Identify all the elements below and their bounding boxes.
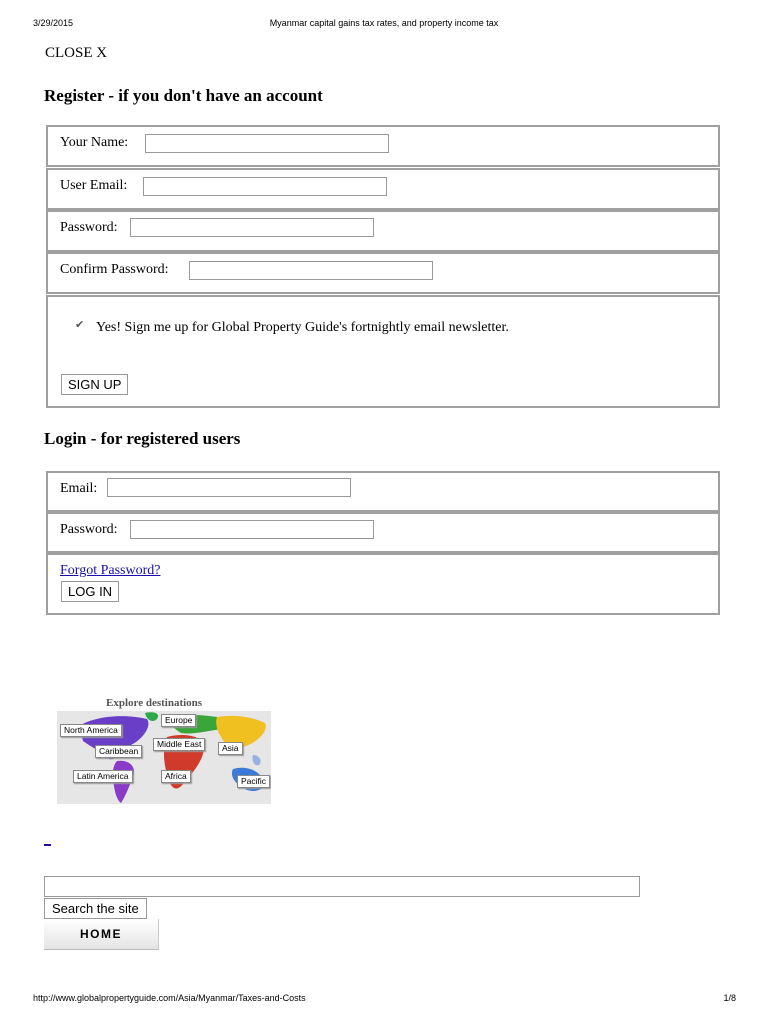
confirm-password-label: Confirm Password: (60, 262, 169, 277)
login-heading: Login - for registered users (44, 429, 241, 448)
user-email-input[interactable] (143, 177, 387, 196)
world-map[interactable] (57, 711, 271, 804)
close-button[interactable]: CLOSE X (45, 45, 108, 61)
name-input[interactable] (145, 134, 389, 153)
login-password-row (46, 512, 720, 553)
map-label-europe[interactable]: Europe (161, 714, 196, 727)
print-url: http://www.globalpropertyguide.com/Asia/Myanmar/Taxes-and-Costs (33, 993, 306, 1003)
password-label: Password: (60, 220, 118, 235)
user-email-label: User Email: (60, 178, 128, 193)
login-email-label: Email: (60, 481, 98, 496)
password-input[interactable] (130, 218, 374, 237)
login-email-row (46, 471, 720, 512)
map-label-caribbean[interactable]: Caribbean (95, 745, 142, 758)
home-nav-button[interactable]: HOME (44, 919, 159, 950)
log-in-button[interactable]: LOG IN (61, 581, 119, 602)
register-submit-row (46, 295, 720, 408)
login-password-label: Password: (60, 522, 118, 537)
newsletter-label: Yes! Sign me up for Global Property Guide's fortnightly email newsletter. (96, 320, 509, 335)
register-email-row (46, 168, 720, 210)
site-search-input[interactable] (44, 876, 640, 897)
map-label-asia[interactable]: Asia (218, 742, 243, 755)
map-label-pacific[interactable]: Pacific (237, 775, 270, 788)
register-password-row (46, 210, 720, 252)
login-email-input[interactable] (107, 478, 351, 497)
sign-up-button[interactable]: SIGN UP (61, 374, 128, 395)
register-heading: Register - if you don't have an account (44, 86, 323, 105)
register-name-row (46, 125, 720, 167)
explore-destinations-title: Explore destinations (106, 697, 203, 709)
newsletter-checkbox[interactable]: ✔ (75, 319, 85, 331)
search-site-button[interactable]: Search the site (44, 898, 147, 919)
map-label-north-america[interactable]: North America (60, 724, 122, 737)
name-label: Your Name: (60, 135, 129, 150)
map-label-middle-east[interactable]: Middle East (153, 738, 205, 751)
print-date: 3/29/2015 (33, 18, 74, 28)
confirm-password-input[interactable] (189, 261, 433, 280)
map-label-latin-america[interactable]: Latin America (73, 770, 133, 783)
forgot-password-link[interactable]: Forgot Password? (60, 563, 161, 578)
print-title: Myanmar capital gains tax rates, and property income tax (269, 18, 499, 28)
map-label-africa[interactable]: Africa (161, 770, 191, 783)
login-password-input[interactable] (130, 520, 374, 539)
register-confirm-row (46, 252, 720, 294)
page-number: 1/8 (723, 993, 736, 1003)
empty-link[interactable] (44, 844, 51, 846)
